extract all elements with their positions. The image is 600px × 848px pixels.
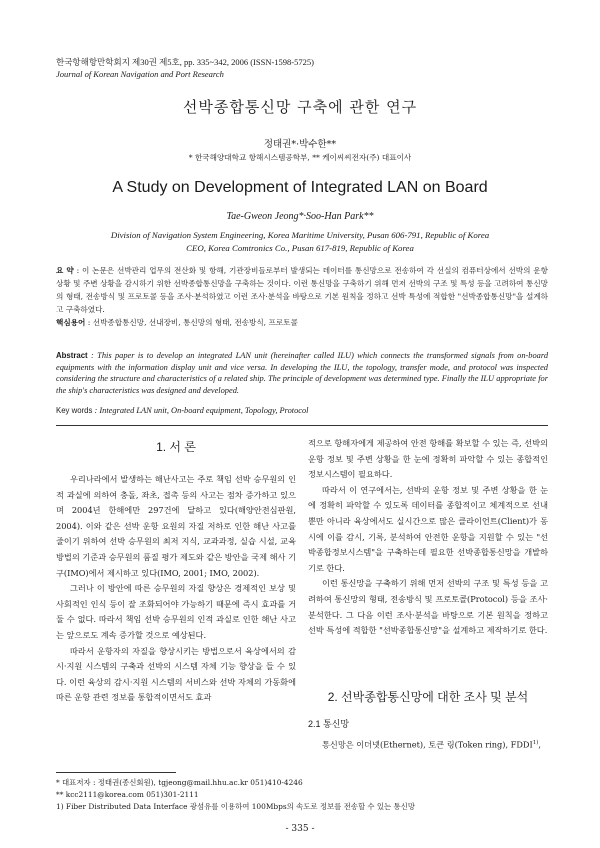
journal-header bbox=[56, 56, 314, 80]
paragraph: 적으로 항해자에게 제공하여 안전 항해를 확보할 수 있는 즉, 선박의 운항 정보 및 주변 상황을 한 눈에 정확히 파악할 수 있는 종합적인 정보시스템이 필요하다. bbox=[308, 438, 548, 480]
paper-title-korean: 선박종합통신망 구축에 관한 연구 bbox=[182, 98, 418, 116]
footnote-marker: 1) bbox=[532, 740, 539, 746]
journal-citation-ko: 한국항해항만학회지 제30권 제5호, pp. 335~342, 2006 (ISSN-1598-5725) bbox=[56, 57, 314, 67]
keywords-korean bbox=[56, 316, 548, 329]
footnotes bbox=[56, 777, 548, 813]
affiliation-line-2: CEO, Korea Comtronics Co., Pusan 617-819, Republic of Korea bbox=[186, 243, 414, 253]
keywords-english bbox=[56, 406, 548, 415]
journal-name-en: Journal of Korean Navigation and Port Research bbox=[56, 69, 224, 79]
footnote-divider bbox=[56, 772, 176, 773]
paper-title-english: A Study on Development of Integrated LAN on Board bbox=[112, 179, 488, 196]
header-divider bbox=[56, 425, 548, 426]
authors-english: Tae-Gweon Jeong*·Soo-Han Park** bbox=[226, 211, 374, 222]
section-2-1-text bbox=[308, 736, 548, 753]
summary-label: 요 약 bbox=[56, 266, 74, 275]
summary-text: : 이 논문은 선박관리 업무의 전산화 및 항해, 기관장비들로부터 발생되는 데이터를 통신망으로 전송하여 각 선실의 컴퓨터상에서 선박의 운항 상황 및 주변 상황을 감시하기 위한 선박종합통신망을 구축하는 것이다. 이런 통신망을 구축하기 위해 먼저 선박의 구조 및 특성 등을 고려하여 통신망의 형태, 전송방식 및 프로토콜 등을 조사·분석하였고 이런 조사·분석을 바탕으로 기본 원칙을 정하고 선박 특성에 적합한 "선박종합통신망"을 설계하고 구축하였다. bbox=[56, 266, 548, 314]
page-number: - 335 - bbox=[285, 824, 315, 834]
abstract-text: : This paper is to develop an integrated LAN unit (hereinafter called ILU) which connects the transformed signals from on-board equipments with the information display unit and vice versa. In developing the ILU, the topology, transfer mode, and protocol was inspected considering the structure and characteristics of a related ship. The principle of development was determined type. Finally the ILU appropriate for the ship's characteristics was designed and developed. bbox=[56, 351, 549, 395]
affiliations-korean: * 한국해양대학교 항해시스템공학부, ** 케이씨씨전자(주) 대표이사 bbox=[188, 153, 412, 162]
section-1-heading: 1. 서 론 bbox=[156, 440, 196, 454]
authors-korean: 정태권*·박수한** bbox=[263, 139, 337, 150]
paragraph: 그러나 이 방안에 따른 승무원의 자질 향상은 경제적인 보상 및 사회적인 인식 등이 잘 조화되어야 가능하기 때문에 즉시 효과를 거둘 수 없다. 따라서 책임 선박 승무원의 인적 과실로 인한 해난 사고는 앞으로도 계속 증가할 것으로 예상된다. bbox=[56, 583, 296, 640]
paragraph: 우리나라에서 발생하는 해난사고는 주로 책임 선박 승무원의 인적 과실에 의하여 충돌, 좌초, 접촉 등의 사고는 점차 증가하고 있으며 2004년 한해에만 297건에 달하고 있다(해양안전심판원, 2004). 이와 같은 선박 운항 요원의 자질 저하로 인한 해난 사고를 줄이기 위하여 선박 승무원의 최저 지식, 교과과정, 실습 시설, 교육 방법의 기준과 승무원의 품질 평가 제도와 같은 방안을 국제 해사 기구(IMO)에서 제시하고 있다(IMO, 2001; IMO, 2002). bbox=[56, 474, 296, 578]
paragraph-text: 통신망은 이더넷(Ethernet), 토큰 링(Token ring), FDDI bbox=[322, 739, 533, 750]
keywords-en-text: : Integrated LAN unit, On-board equipment, Topology, Protocol bbox=[94, 406, 309, 415]
affiliations-english bbox=[0, 229, 600, 255]
keywords-ko-text: : 선박종합통신망, 선내장비, 통신망의 형태, 전송방식, 프로토콜 bbox=[87, 318, 298, 327]
affiliation-line-1: Division of Navigation System Engineering, Korea Maritime University, Pusan 606-791, Republic of Korea bbox=[110, 230, 490, 240]
footnote-2: ** kcc2111@korea.com 051)301-2111 bbox=[56, 790, 199, 799]
keywords-ko-label: 핵심용어 bbox=[56, 318, 86, 327]
paragraph: 따라서 이 연구에서는, 선박의 운항 정보 및 주변 상황을 한 눈에 정확히 파악할 수 있도록 데이터를 종합적이고 체계적으로 선내뿐만 아니라 육상에서도 실시간으로 많은 클라이언트(Client)가 동시에 이를 감시, 기록, 분석하여 안전한 운항을 지원할 수 있는 "선박종합정보시스템"을 구축하는데 필요한 선박종합통신망을 개발하기로 한다. bbox=[308, 484, 548, 573]
paragraph: 통신망은 이더넷(Ethernet), 토큰 링(Token ring), FDDI$^{1)}$, bbox=[322, 739, 541, 750]
right-column bbox=[308, 436, 548, 639]
subsection-2-1-heading: 2.1 통신망 bbox=[308, 719, 350, 729]
left-column bbox=[56, 472, 296, 706]
section-2-heading: 2. 선박종합통신망에 대한 조사 및 분석 bbox=[327, 690, 529, 704]
summary-korean bbox=[56, 264, 548, 316]
paragraph: 따라서 운항자의 자질을 향상시키는 방법으로서 육상에서의 감시·지원 시스템의 구축과 선박의 시스템 자체 기능 향상을 들 수 있다. 이런 육상의 감시·지원 시스템의 서비스와 선박 자체의 가동화에 따른 운항 관련 정보를 통합적이면서도 효과 bbox=[56, 645, 296, 703]
paragraph: 이런 통신망을 구축하기 위해 먼저 선박의 구조 및 특성 등을 고려하여 통신망의 형태, 전송방식 및 프로토콜(Protocol) 등을 조사·분석한다. 그 다음 이런 조사·분석을 바탕으로 기본 원칙을 정하고 선박 특성에 적합한 "선박종합통신망"을 설계하고 제작하기로 한다. bbox=[308, 578, 548, 636]
footnote-3: 1) Fiber Distributed Data Interface 광섬유를 이용하여 100Mbps의 속도로 정보를 전송할 수 있는 통신망 bbox=[56, 802, 415, 811]
abstract-english bbox=[56, 350, 548, 396]
abstract-label: Abstract bbox=[56, 351, 88, 360]
footnote-1: * 대표저자 : 정태권(종신회원), tgjeong@mail.hhu.ac.kr 051)410-4246 bbox=[56, 778, 303, 787]
keywords-en-label: Key words bbox=[56, 406, 93, 415]
